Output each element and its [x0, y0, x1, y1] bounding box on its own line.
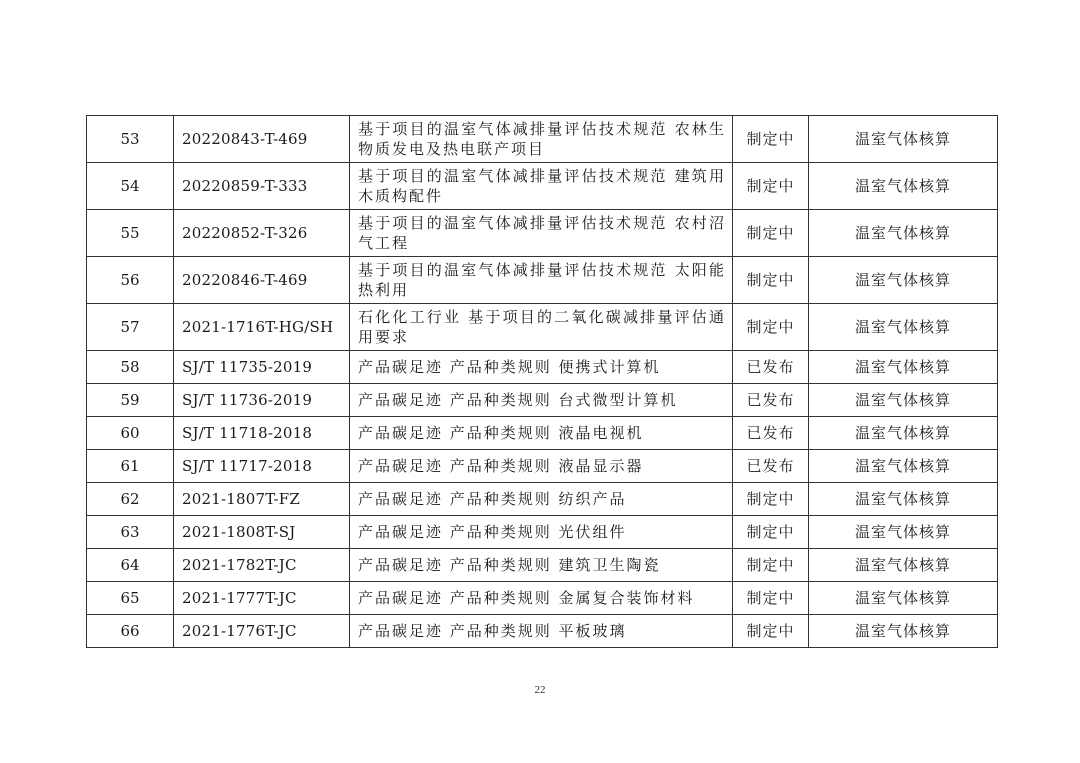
standard-category: 温室气体核算	[809, 304, 998, 351]
standard-name: 石化化工行业 基于项目的二氧化碳减排量评估通用要求	[350, 304, 733, 351]
row-number: 64	[87, 549, 174, 582]
standard-name: 产品碳足迹 产品种类规则 平板玻璃	[350, 615, 733, 648]
row-number: 65	[87, 582, 174, 615]
row-number: 66	[87, 615, 174, 648]
table-row	[87, 351, 998, 384]
standard-category: 温室气体核算	[809, 351, 998, 384]
table-row	[87, 257, 998, 304]
standard-category: 温室气体核算	[809, 384, 998, 417]
table-row	[87, 384, 998, 417]
standard-code: 20220852-T-326	[174, 210, 350, 257]
standard-status: 制定中	[733, 257, 809, 304]
table-row	[87, 304, 998, 351]
standard-name: 产品碳足迹 产品种类规则 液晶显示器	[350, 450, 733, 483]
standard-category: 温室气体核算	[809, 450, 998, 483]
standard-name: 产品碳足迹 产品种类规则 金属复合装饰材料	[350, 582, 733, 615]
standard-code: 2021-1807T-FZ	[174, 483, 350, 516]
standard-status: 制定中	[733, 549, 809, 582]
standard-code: 20220859-T-333	[174, 163, 350, 210]
row-number: 61	[87, 450, 174, 483]
table-row	[87, 417, 998, 450]
standard-status: 制定中	[733, 304, 809, 351]
standard-category: 温室气体核算	[809, 549, 998, 582]
standard-category: 温室气体核算	[809, 257, 998, 304]
table-row	[87, 163, 998, 210]
standard-category: 温室气体核算	[809, 210, 998, 257]
standard-category: 温室气体核算	[809, 163, 998, 210]
row-number: 60	[87, 417, 174, 450]
standard-code: 20220846-T-469	[174, 257, 350, 304]
standard-category: 温室气体核算	[809, 417, 998, 450]
standard-category: 温室气体核算	[809, 615, 998, 648]
table-row	[87, 116, 998, 163]
page-number: 22	[534, 684, 546, 696]
standard-status: 制定中	[733, 615, 809, 648]
row-number: 58	[87, 351, 174, 384]
row-number: 56	[87, 257, 174, 304]
standard-code: 2021-1716T-HG/SH	[174, 304, 350, 351]
table-row	[87, 582, 998, 615]
standard-category: 温室气体核算	[809, 483, 998, 516]
row-number: 53	[87, 116, 174, 163]
standard-name: 产品碳足迹 产品种类规则 光伏组件	[350, 516, 733, 549]
table-row	[87, 549, 998, 582]
standard-code: SJ/T 11717-2018	[174, 450, 350, 483]
standard-code: 2021-1777T-JC	[174, 582, 350, 615]
standard-code: SJ/T 11736-2019	[174, 384, 350, 417]
table-row	[87, 516, 998, 549]
row-number: 55	[87, 210, 174, 257]
standard-status: 制定中	[733, 483, 809, 516]
standard-category: 温室气体核算	[809, 582, 998, 615]
standard-code: 2021-1808T-SJ	[174, 516, 350, 549]
standard-code: SJ/T 11735-2019	[174, 351, 350, 384]
standards-table	[86, 115, 998, 648]
row-number: 54	[87, 163, 174, 210]
standard-status: 制定中	[733, 116, 809, 163]
standard-status: 已发布	[733, 351, 809, 384]
standard-category: 温室气体核算	[809, 516, 998, 549]
standard-code: SJ/T 11718-2018	[174, 417, 350, 450]
standard-status: 制定中	[733, 516, 809, 549]
standard-code: 2021-1782T-JC	[174, 549, 350, 582]
standard-status: 制定中	[733, 210, 809, 257]
row-number: 63	[87, 516, 174, 549]
row-number: 57	[87, 304, 174, 351]
standard-status: 已发布	[733, 417, 809, 450]
row-number: 62	[87, 483, 174, 516]
table-row	[87, 483, 998, 516]
table-row	[87, 450, 998, 483]
standard-code: 20220843-T-469	[174, 116, 350, 163]
standard-name: 产品碳足迹 产品种类规则 台式微型计算机	[350, 384, 733, 417]
standard-name: 基于项目的温室气体减排量评估技术规范 农村沼气工程	[350, 210, 733, 257]
standard-name: 基于项目的温室气体减排量评估技术规范 建筑用木质构配件	[350, 163, 733, 210]
table-row	[87, 615, 998, 648]
standard-name: 产品碳足迹 产品种类规则 便携式计算机	[350, 351, 733, 384]
standard-status: 已发布	[733, 450, 809, 483]
standards-table-body	[87, 116, 998, 648]
standard-name: 基于项目的温室气体减排量评估技术规范 太阳能热利用	[350, 257, 733, 304]
standard-status: 制定中	[733, 163, 809, 210]
standard-category: 温室气体核算	[809, 116, 998, 163]
standard-name: 产品碳足迹 产品种类规则 建筑卫生陶瓷	[350, 549, 733, 582]
standard-status: 已发布	[733, 384, 809, 417]
standard-status: 制定中	[733, 582, 809, 615]
standard-name: 产品碳足迹 产品种类规则 纺织产品	[350, 483, 733, 516]
standard-code: 2021-1776T-JC	[174, 615, 350, 648]
standard-name: 产品碳足迹 产品种类规则 液晶电视机	[350, 417, 733, 450]
row-number: 59	[87, 384, 174, 417]
standard-name: 基于项目的温室气体减排量评估技术规范 农林生物质发电及热电联产项目	[350, 116, 733, 163]
table-row	[87, 210, 998, 257]
